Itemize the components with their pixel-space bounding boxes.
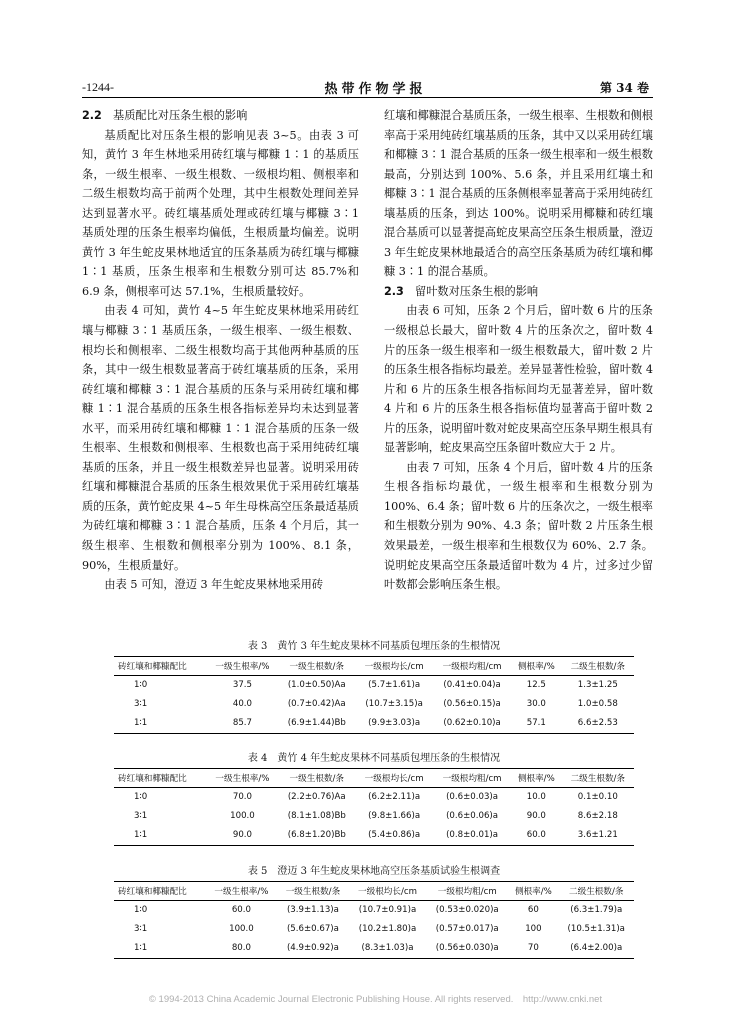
table-caption: 表 3 黄竹 3 年生蛇皮果林不同基质包埋压条的生根情况 xyxy=(247,641,501,652)
table-cell: 100 xyxy=(525,924,542,934)
column-header: 二级生根数/条 xyxy=(570,662,626,672)
table-cell: (6.4±2.00)a xyxy=(570,943,623,953)
table-cell: (9.8±1.66)a xyxy=(368,811,421,821)
section-heading xyxy=(384,282,653,302)
table-cell: 3∶1 xyxy=(134,699,148,709)
table-cell: (0.56±0.15)a xyxy=(443,699,501,709)
table-cell: (5.6±0.67)a xyxy=(286,924,339,934)
table-cell: 70.0 xyxy=(232,792,253,802)
column-header: 一级根均粗/cm xyxy=(437,887,497,897)
table-header-row xyxy=(114,657,634,676)
table-cell: (6.9±1.44)Bb xyxy=(287,718,346,728)
table-3 xyxy=(114,637,634,734)
column-header: 一级根均长/cm xyxy=(364,662,424,672)
table-cell: 100.0 xyxy=(229,924,254,934)
column-header: 砖红壤和椰糠配比 xyxy=(118,662,187,672)
table-cell: (10.2±1.80)a xyxy=(358,924,417,934)
table-cell: (0.6±0.03)a xyxy=(446,792,499,802)
table-row xyxy=(114,714,634,734)
table-cell: 85.7 xyxy=(232,718,253,728)
table-cell: 100.0 xyxy=(230,811,255,821)
table-cell: 37.5 xyxy=(232,680,253,690)
table-cell: (0.41±0.04)a xyxy=(443,680,501,690)
data-table xyxy=(114,881,634,959)
table-row xyxy=(114,939,634,959)
section-heading xyxy=(82,106,359,126)
journal-title: 热带作物学报 xyxy=(324,82,427,97)
table-row xyxy=(114,788,634,808)
data-table xyxy=(114,656,634,734)
table-cell: (1.0±0.50)Aa xyxy=(287,680,346,690)
column-header: 砖红壤和椰糠配比 xyxy=(118,774,187,784)
table-cell: 70 xyxy=(527,943,539,953)
table-5 xyxy=(114,862,634,959)
table-cell: 12.5 xyxy=(526,680,546,690)
table-cell: (10.7±0.91)a xyxy=(358,905,417,915)
column-header: 一级根均粗/cm xyxy=(442,662,502,672)
column-header: 一级根均粗/cm xyxy=(442,774,502,784)
table-cell: (4.9±0.92)a xyxy=(286,943,339,953)
column-header: 砖红壤和椰糠配比 xyxy=(118,887,187,897)
table-cell: 80.0 xyxy=(231,943,251,953)
table-row xyxy=(114,695,634,714)
paragraph: 由表 4 可知，黄竹 4~5 年生蛇皮果林地采用砖红壤与椰糠 3∶1 基质压条，一级生根率、一级生根数、根均长和侧根率、二级生根数均高于其他两种基质的压条，其中一级生根数显著高于砖红壤基质的压条，采用砖红壤和椰糠 3∶1 混合基质的压条与采用砖红壤和椰糠 1∶1 混合基质的压条生根各指标差异均未达到显著水平，而采用砖红壤和椰糠 1∶1 混合基质的压条一级生根率、生根数和侧根率、生根数也高于采用纯砖红壤基质的压条，并且一级生根数差异也显著。说明采用砖红壤和椰糠混合基质的压条生根效果优于采用砖红壤基质的压条，黄竹蛇皮果 4~5 年生母株高空压条最适基质为砖红壤和椰糠 3∶1 混合基质，压条 4 个月后，其一级生根率、生根数和侧根率分别为 100%、8.1 条，90%，生根质量好。 xyxy=(82,304,359,572)
table-cell: 1∶1 xyxy=(134,718,148,728)
table-cell: 3∶1 xyxy=(134,811,148,821)
table-cell: 1∶1 xyxy=(134,830,148,840)
table-row xyxy=(114,807,634,826)
table-cell: 1∶0 xyxy=(134,792,148,802)
table-cell: 90.0 xyxy=(232,830,253,840)
paragraph: 红壤和椰糠混合基质压条，一级生根率、生根数和侧根率高于采用纯砖红壤基质的压条，其中又以采用砖红壤和椰糠 3∶1 混合基质的压条一级生根率和一级生根数最高，分别达到 100%、5.6 条，并且采用红壤土和椰糠 3∶1 混合基质的压条侧根率显著高于采用纯砖红壤基质的压条，到达 100%。说明采用椰糠和砖红壤混合基质可以显著提高蛇皮果高空压条生根质量，澄迈 3 年生蛇皮果林地最适合的高空压条基质为砖红壤和椰糠 3∶1 的混合基质。 xyxy=(384,109,653,279)
table-cell: 3.6±1.21 xyxy=(577,830,618,840)
table-cell: 60 xyxy=(527,905,539,915)
table-cell: (0.8±0.01)a xyxy=(446,830,499,840)
table-cell: (10.7±3.15)a xyxy=(365,699,423,709)
table-cell: 10.0 xyxy=(526,792,546,802)
column-header: 二级生根数/条 xyxy=(569,887,624,897)
table-4 xyxy=(114,749,634,846)
table-cell: 60.0 xyxy=(526,830,546,840)
table-cell: 40.0 xyxy=(232,699,253,709)
section-number: 2.2 xyxy=(82,109,102,122)
table-cell: (0.57±0.017)a xyxy=(435,924,499,934)
table-header-row xyxy=(114,882,634,901)
table-cell: (5.7±1.61)a xyxy=(368,680,421,690)
table-cell: (0.56±0.030)a xyxy=(435,943,499,953)
table-cell: (0.6±0.06)a xyxy=(446,811,499,821)
column-header: 一级生根率/% xyxy=(215,774,270,784)
column-header: 一级根均长/cm xyxy=(358,887,417,897)
paragraph: 基质配比对压条生根的影响见表 3~5。由表 3 可知，黄竹 3 年生林地采用砖红壤与椰糠 1∶1 的基质压条，一级生根率、一级生根数、一级根均粗、侧根率和二级生根数均高于前两个处理，其中生根数处理间差异达到显著水平。砖红壤基质处理或砖红壤与椰糠 3∶1 基质处理的压条生根率均偏低，生根质量均偏差。说明黄竹 3 年生蛇皮果林地适宜的压条基质为砖红壤与椰糠 1∶1 基质，压条生根率和生根数分别可达 85.7%和 6.9 条，侧根率可达 57.1%，生根质量较好。 xyxy=(82,128,359,298)
table-cell: 1∶0 xyxy=(134,905,148,915)
volume-label: 第 34 卷 xyxy=(599,81,649,95)
table-row xyxy=(114,826,634,846)
table-cell: 0.1±0.10 xyxy=(577,792,618,802)
column-header: 一级根均长/cm xyxy=(364,774,424,784)
table-caption: 表 4 黄竹 4 年生蛇皮果林不同基质包埋压条的生根情况 xyxy=(247,753,501,764)
column-header: 一级生根数/条 xyxy=(289,774,344,784)
section-title: 留叶数对压条生根的影响 xyxy=(415,284,539,298)
table-cell: 57.1 xyxy=(526,718,546,728)
table-cell: 90.0 xyxy=(526,811,546,821)
column-header: 侧根率/% xyxy=(517,774,555,784)
table-cell: 1.0±0.58 xyxy=(577,699,618,709)
table-cell: (0.53±0.020)a xyxy=(435,905,499,915)
column-header: 二级生根数/条 xyxy=(570,774,626,784)
section-number: 2.3 xyxy=(384,284,404,298)
table-cell: 30.0 xyxy=(526,699,546,709)
table-cell: 1∶1 xyxy=(134,943,148,953)
column-header: 一级生根率/% xyxy=(215,662,270,672)
page-number: -1244- xyxy=(82,80,114,94)
column-header: 侧根率/% xyxy=(514,887,552,897)
paragraph: 由表 5 可知，澄迈 3 年生蛇皮果林地采用砖 xyxy=(104,578,324,592)
table-cell: (2.2±0.76)Aa xyxy=(287,792,346,802)
table-caption: 表 5 澄迈 3 年生蛇皮果林地高空压条基质试验生根调查 xyxy=(247,866,501,877)
table-header-row xyxy=(114,769,634,788)
column-header: 一级生根数/条 xyxy=(285,887,341,897)
table-cell: 1.3±1.25 xyxy=(577,680,618,690)
table-cell: (10.5±1.31)a xyxy=(567,924,625,934)
section-title: 基质配比对压条生根的影响 xyxy=(113,109,248,122)
table-cell: (5.4±0.86)a xyxy=(368,830,421,840)
table-cell: (3.9±1.13)a xyxy=(286,905,339,915)
column-header: 一级生根数/条 xyxy=(289,662,344,672)
left-column xyxy=(82,106,359,595)
table-cell: 60.0 xyxy=(231,905,251,915)
table-cell: (0.7±0.42)Aa xyxy=(287,699,346,709)
table-cell: 8.6±2.18 xyxy=(577,811,618,821)
table-cell: (9.9±3.03)a xyxy=(368,718,421,728)
table-cell: (6.2±2.11)a xyxy=(368,792,421,802)
table-cell: (8.3±1.03)a xyxy=(361,943,414,953)
table-row xyxy=(114,920,634,939)
paragraph: 由表 7 可知，压条 4 个月后，留叶数 4 片的压条生根各指标均最优，一级生根率和生根数分别为 100%、6.4 条；留叶数 6 片的压条次之，一级生根率和生根数分别为 90%、4.3 条；留叶数 2 片压条生根效果最差，一级生根率和生根数仅为 60%、2.7 条。说明蛇皮果高空压条最适留叶数为 4 片，过多过少留叶数都会影响压条生根。 xyxy=(384,460,653,592)
table-cell: 3∶1 xyxy=(134,924,148,934)
column-header: 一级生根率/% xyxy=(214,887,269,897)
right-column xyxy=(384,106,653,595)
table-cell: (0.62±0.10)a xyxy=(443,718,501,728)
data-table xyxy=(114,768,634,846)
table-cell: (6.8±1.20)Bb xyxy=(287,830,346,840)
table-row xyxy=(114,901,634,921)
table-cell: 1∶0 xyxy=(134,680,148,690)
table-row xyxy=(114,676,634,696)
table-cell: (8.1±1.08)Bb xyxy=(287,811,346,821)
table-cell: (6.3±1.79)a xyxy=(570,905,623,915)
header-rule xyxy=(82,97,653,98)
table-cell: 6.6±2.53 xyxy=(577,718,618,728)
paragraph: 由表 6 可知，压条 2 个月后，留叶数 6 片的压条一级根总长最大，留叶数 4 片的压条次之，留叶数 4 片的压条一级生根率和一级生根数最大，留叶数 2 片的压条生根各指标均最差。差异显著性检验，留叶数 4 片和 6 片的压条生根各指标间均无显著差异，留叶数 4 片和 6 片的压条生根各指标值均显著高于留叶数 2 片的压条，说明留叶数对蛇皮果高空压条早期生根具有显著影响，蛇皮果高空压条留叶数应大于 2 片。 xyxy=(384,304,653,455)
column-header: 侧根率/% xyxy=(517,662,555,672)
copyright-footer: © 1994-2013 China Academic Journal Electronic Publishing House. All rights reserved. http://www.cnki.net xyxy=(148,994,603,1005)
